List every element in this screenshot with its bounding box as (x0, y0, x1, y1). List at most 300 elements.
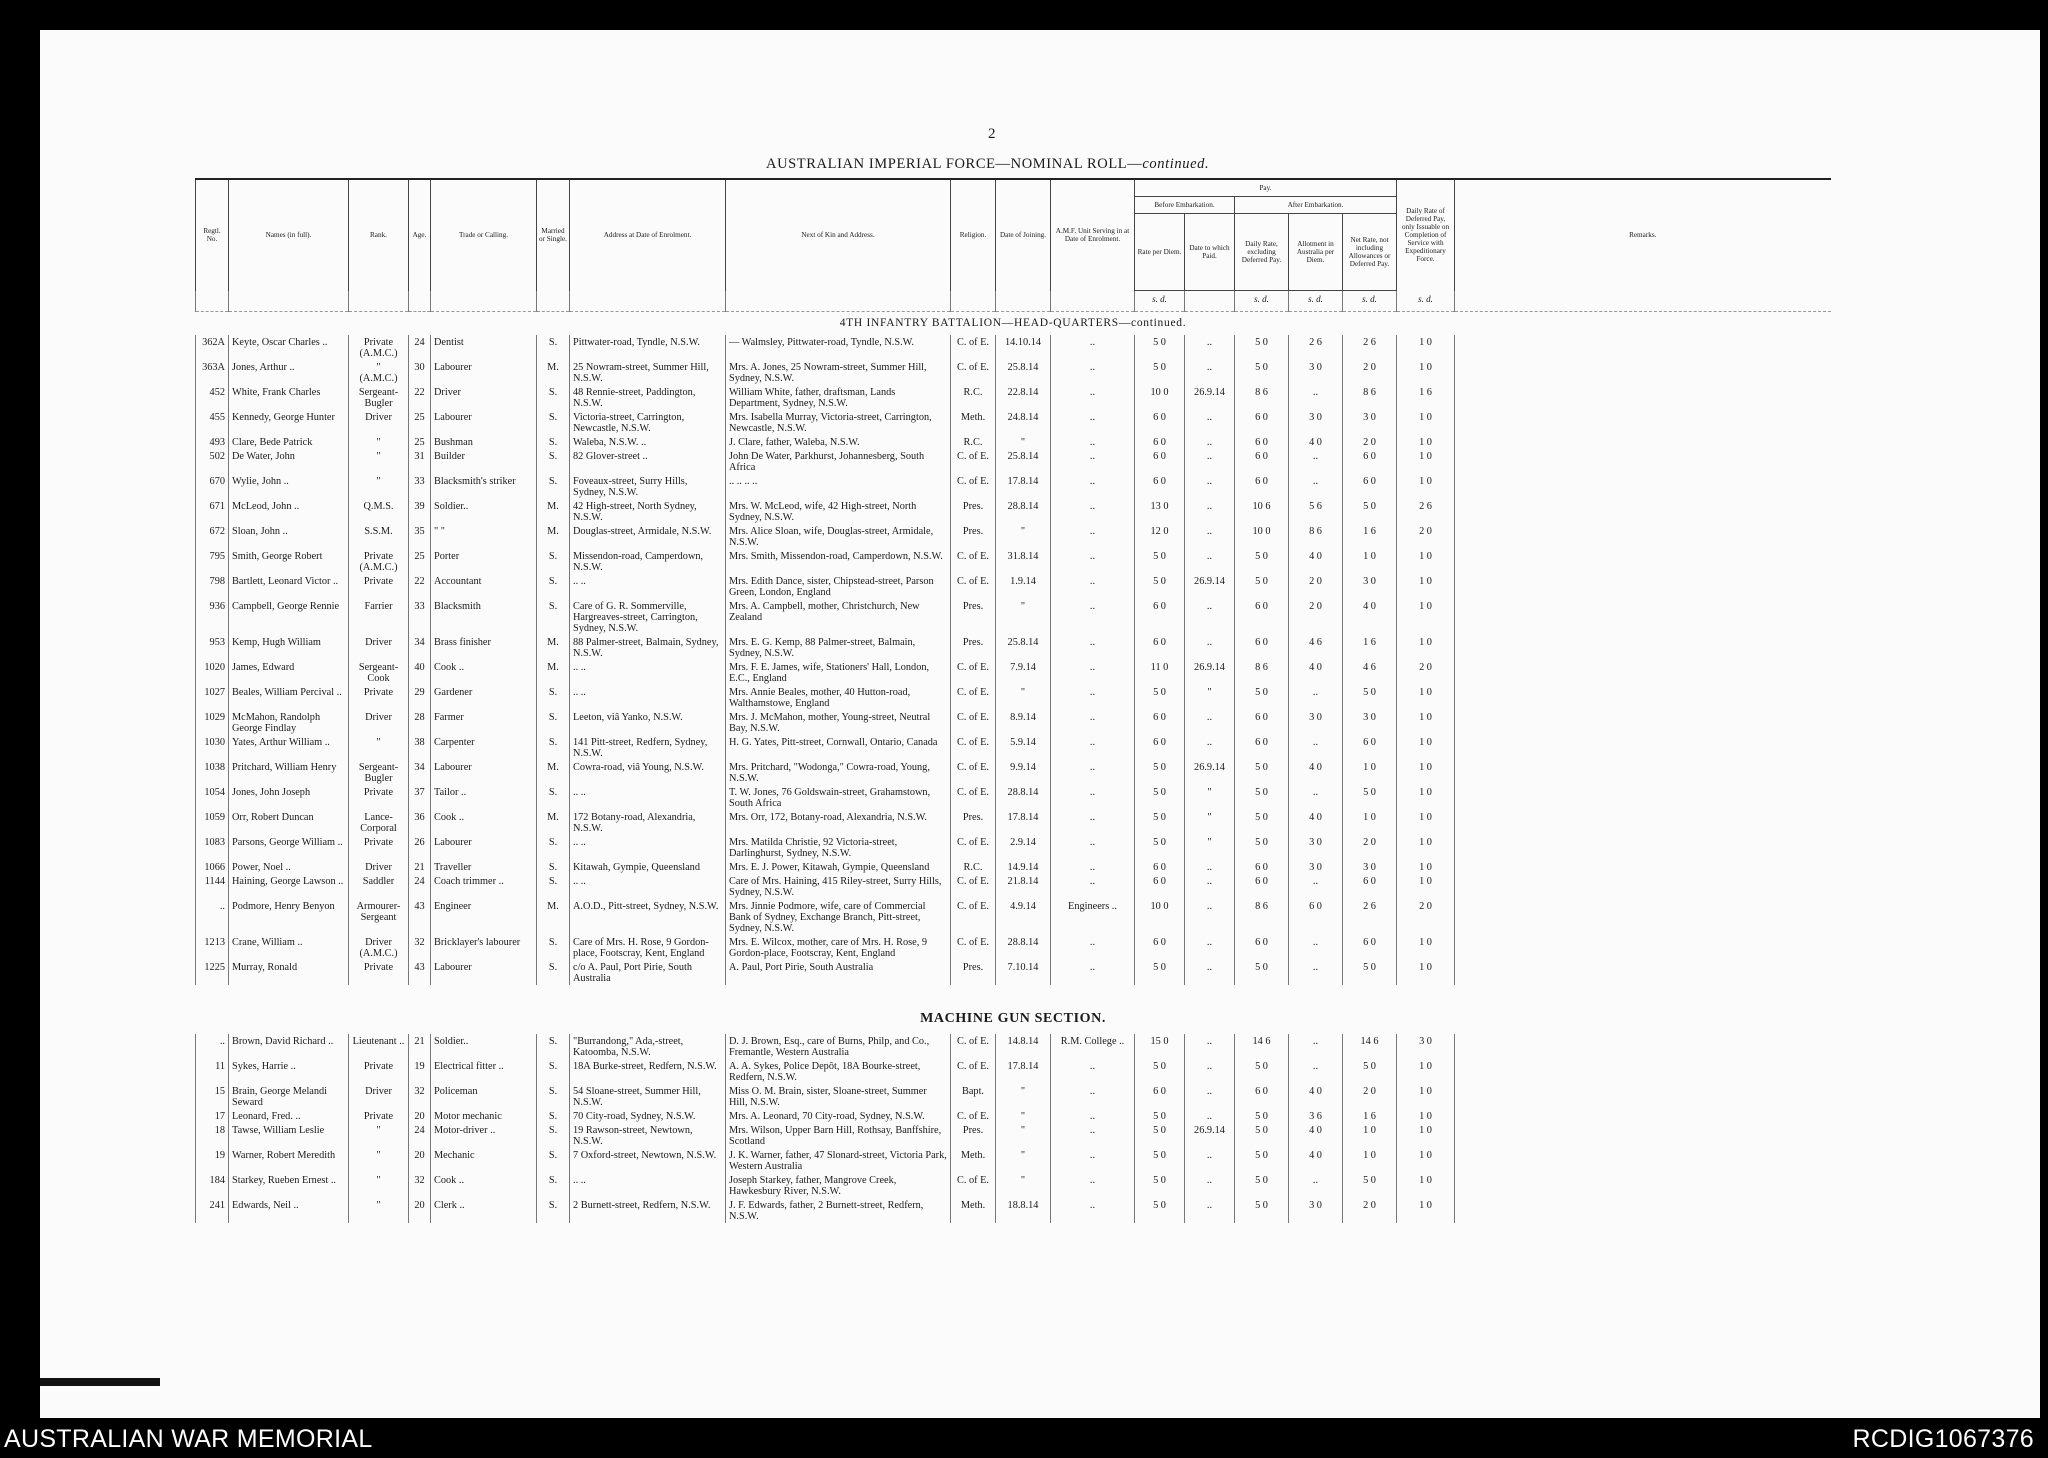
marital-status-cell: S. (537, 735, 570, 760)
regtl-no-cell: 1083 (196, 835, 229, 860)
deferred-pay-cell: 1 0 (1397, 599, 1455, 635)
marital-status-cell: S. (537, 574, 570, 599)
date-joining-cell: 7.9.14 (996, 660, 1051, 685)
allotment-cell: 3 0 (1289, 360, 1343, 385)
deferred-pay-cell: 1 0 (1397, 835, 1455, 860)
next-of-kin-cell: Mrs. F. E. James, wife, Stationers' Hall, London, E.C., England (726, 660, 951, 685)
religion-cell: C. of E. (951, 335, 996, 360)
amf-unit-cell: .. (1051, 474, 1135, 499)
daily-rate-cell: 10 0 (1235, 524, 1289, 549)
age-cell: 37 (409, 785, 431, 810)
net-rate-cell: 2 0 (1343, 835, 1397, 860)
address-cell: 2 Burnett-street, Redfern, N.S.W. (570, 1198, 726, 1223)
col-deferred: Daily Rate of Deferred Pay, only Issuable on Completion of Service with Expeditionary Force. (1397, 179, 1455, 291)
date-paid-cell: 26.9.14 (1185, 1123, 1235, 1148)
address-cell: Care of G. R. Sommerville, Hargreaves-street, Carrington, Sydney, N.S.W. (570, 599, 726, 635)
regtl-no-cell: 798 (196, 574, 229, 599)
deferred-pay-cell: 1 0 (1397, 735, 1455, 760)
table-row (196, 1034, 1831, 1059)
regtl-no-cell: .. (196, 1034, 229, 1059)
trade-cell: Accountant (431, 574, 537, 599)
date-paid-cell: 26.9.14 (1185, 760, 1235, 785)
age-cell: 26 (409, 835, 431, 860)
col-trade: Trade or Calling. (431, 179, 537, 291)
rate-per-diem-cell: 10 0 (1135, 899, 1185, 935)
amf-unit-cell: .. (1051, 760, 1135, 785)
table-body (196, 291, 1831, 1224)
address-cell: .. .. (570, 574, 726, 599)
allotment-cell: .. (1289, 785, 1343, 810)
age-cell: 24 (409, 1123, 431, 1148)
date-paid-cell: .. (1185, 635, 1235, 660)
remarks-cell (1455, 874, 1831, 899)
net-rate-cell: 8 6 (1343, 385, 1397, 410)
next-of-kin-cell: A. Paul, Port Pirie, South Australia (726, 960, 951, 985)
deferred-pay-cell: 2 0 (1397, 899, 1455, 935)
rate-per-diem-cell: 6 0 (1135, 599, 1185, 635)
age-cell: 20 (409, 1109, 431, 1123)
regtl-no-cell: 493 (196, 435, 229, 449)
religion-cell: Pres. (951, 1123, 996, 1148)
daily-rate-cell: 5 0 (1235, 1123, 1289, 1148)
next-of-kin-cell: Mrs. W. McLeod, wife, 42 High-street, North Sydney, N.S.W. (726, 499, 951, 524)
next-of-kin-cell: H. G. Yates, Pitt-street, Cornwall, Ontario, Canada (726, 735, 951, 760)
rate-per-diem-cell: 5 0 (1135, 685, 1185, 710)
daily-rate-cell: 5 0 (1235, 1198, 1289, 1223)
daily-rate-cell: 5 0 (1235, 685, 1289, 710)
amf-unit-cell: .. (1051, 499, 1135, 524)
amf-unit-cell: .. (1051, 335, 1135, 360)
marital-status-cell: M. (537, 660, 570, 685)
soldier-name-cell: Sykes, Harrie .. (229, 1059, 349, 1084)
religion-cell: C. of E. (951, 874, 996, 899)
table-row (196, 960, 1831, 985)
address-cell: .. .. (570, 1173, 726, 1198)
daily-rate-cell: 5 0 (1235, 810, 1289, 835)
amf-unit-cell: .. (1051, 435, 1135, 449)
soldier-name-cell: Starkey, Rueben Ernest .. (229, 1173, 349, 1198)
table-header (196, 179, 1831, 291)
soldier-name-cell: McMahon, Randolph George Findlay (229, 710, 349, 735)
allotment-cell: 3 0 (1289, 410, 1343, 435)
table-row (196, 935, 1831, 960)
trade-cell: Electrical fitter .. (431, 1059, 537, 1084)
rank-cell: " (349, 1148, 409, 1173)
religion-cell: C. of E. (951, 685, 996, 710)
trade-cell: Coach trimmer .. (431, 874, 537, 899)
daily-rate-cell: 6 0 (1235, 449, 1289, 474)
next-of-kin-cell: Miss O. M. Brain, sister, Sloane-street, Summer Hill, N.S.W. (726, 1084, 951, 1109)
table-row (196, 449, 1831, 474)
address-cell: 19 Rawson-street, Newtown, N.S.W. (570, 1123, 726, 1148)
date-paid-cell: 26.9.14 (1185, 385, 1235, 410)
remarks-cell (1455, 385, 1831, 410)
age-cell: 30 (409, 360, 431, 385)
trade-cell: Soldier.. (431, 1034, 537, 1059)
address-cell: .. .. (570, 660, 726, 685)
allotment-cell: .. (1289, 474, 1343, 499)
net-rate-cell: 5 0 (1343, 1173, 1397, 1198)
daily-rate-cell: 6 0 (1235, 860, 1289, 874)
age-cell: 21 (409, 860, 431, 874)
allotment-cell: .. (1289, 385, 1343, 410)
marital-status-cell: S. (537, 474, 570, 499)
religion-cell: Pres. (951, 524, 996, 549)
date-joining-cell: 14.8.14 (996, 1034, 1051, 1059)
soldier-name-cell: Brain, George Melandi Seward (229, 1084, 349, 1109)
remarks-cell (1455, 935, 1831, 960)
age-cell: 35 (409, 524, 431, 549)
regtl-no-cell: 1027 (196, 685, 229, 710)
rank-cell: Driver (349, 860, 409, 874)
units-row (196, 291, 1831, 312)
address-cell: A.O.D., Pitt-street, Sydney, N.S.W. (570, 899, 726, 935)
remarks-cell (1455, 1148, 1831, 1173)
date-paid-cell: .. (1185, 899, 1235, 935)
remarks-cell (1455, 335, 1831, 360)
rate-per-diem-cell: 6 0 (1135, 1084, 1185, 1109)
table-row (196, 1109, 1831, 1123)
soldier-name-cell: Smith, George Robert (229, 549, 349, 574)
rank-cell: " (349, 449, 409, 474)
daily-rate-cell: 5 0 (1235, 785, 1289, 810)
soldier-name-cell: Campbell, George Rennie (229, 599, 349, 635)
allotment-cell: 4 6 (1289, 635, 1343, 660)
trade-cell: Bushman (431, 435, 537, 449)
trade-cell: Engineer (431, 899, 537, 935)
address-cell: Douglas-street, Armidale, N.S.W. (570, 524, 726, 549)
deferred-pay-cell: 1 0 (1397, 1084, 1455, 1109)
trade-cell: Cook .. (431, 810, 537, 835)
daily-rate-cell: 5 0 (1235, 1059, 1289, 1084)
rank-cell: " (349, 474, 409, 499)
date-paid-cell: .. (1185, 549, 1235, 574)
allotment-cell: 3 6 (1289, 1109, 1343, 1123)
trade-cell: Cook .. (431, 1173, 537, 1198)
soldier-name-cell: Murray, Ronald (229, 960, 349, 985)
table-row (196, 735, 1831, 760)
deferred-pay-cell: 1 0 (1397, 860, 1455, 874)
date-joining-cell: " (996, 1084, 1051, 1109)
net-rate-cell: 1 0 (1343, 1123, 1397, 1148)
trade-cell: Motor mechanic (431, 1109, 537, 1123)
rate-per-diem-cell: 15 0 (1135, 1034, 1185, 1059)
rank-cell: Driver (A.M.C.) (349, 935, 409, 960)
section-heading-row (196, 985, 1831, 1034)
trade-cell: Blacksmith (431, 599, 537, 635)
soldier-name-cell: White, Frank Charles (229, 385, 349, 410)
edge-mark (40, 1378, 160, 1386)
address-cell: 7 Oxford-street, Newtown, N.S.W. (570, 1148, 726, 1173)
rank-cell: " (349, 1198, 409, 1223)
regtl-no-cell: 241 (196, 1198, 229, 1223)
allotment-cell: 4 0 (1289, 549, 1343, 574)
rank-cell: Private (349, 685, 409, 710)
rank-cell: Farrier (349, 599, 409, 635)
soldier-name-cell: Haining, George Lawson .. (229, 874, 349, 899)
regtl-no-cell: 1038 (196, 760, 229, 785)
address-cell: Leeton, viâ Yanko, N.S.W. (570, 710, 726, 735)
date-paid-cell: .. (1185, 1198, 1235, 1223)
rank-cell: Private (349, 1059, 409, 1084)
regtl-no-cell: 19 (196, 1148, 229, 1173)
marital-status-cell: M. (537, 810, 570, 835)
daily-rate-cell: 6 0 (1235, 710, 1289, 735)
next-of-kin-cell: Care of Mrs. Haining, 415 Riley-street, Surry Hills, Sydney, N.S.W. (726, 874, 951, 899)
next-of-kin-cell: Mrs. Edith Dance, sister, Chipstead-street, Parson Green, London, England (726, 574, 951, 599)
net-rate-cell: 6 0 (1343, 935, 1397, 960)
net-rate-cell: 3 0 (1343, 860, 1397, 874)
deferred-pay-cell: 1 0 (1397, 1173, 1455, 1198)
rate-per-diem-cell: 5 0 (1135, 1059, 1185, 1084)
trade-cell: Labourer (431, 835, 537, 860)
allotment-cell: 4 0 (1289, 1084, 1343, 1109)
regtl-no-cell: 1213 (196, 935, 229, 960)
allotment-cell: .. (1289, 1173, 1343, 1198)
regtl-no-cell: 184 (196, 1173, 229, 1198)
table-row (196, 335, 1831, 360)
trade-cell: Labourer (431, 960, 537, 985)
col-amf-unit: A.M.F. Unit Serving in at Date of Enrolment. (1051, 179, 1135, 291)
date-paid-cell: .. (1185, 410, 1235, 435)
date-joining-cell: 25.8.14 (996, 360, 1051, 385)
rank-cell: Q.M.S. (349, 499, 409, 524)
regtl-no-cell: 362A (196, 335, 229, 360)
date-joining-cell: 2.9.14 (996, 835, 1051, 860)
date-joining-cell: " (996, 1173, 1051, 1198)
next-of-kin-cell: Mrs. Matilda Christie, 92 Victoria-street, Darlinghurst, Sydney, N.S.W. (726, 835, 951, 860)
date-paid-cell: " (1185, 685, 1235, 710)
deferred-pay-cell: 1 0 (1397, 1148, 1455, 1173)
remarks-cell (1455, 435, 1831, 449)
deferred-pay-cell: 1 0 (1397, 710, 1455, 735)
deferred-pay-cell: 1 0 (1397, 360, 1455, 385)
rank-cell: Lance-Corporal (349, 810, 409, 835)
table-row (196, 760, 1831, 785)
address-cell: Care of Mrs. H. Rose, 9 Gordon-place, Footscray, Kent, England (570, 935, 726, 960)
soldier-name-cell: Wylie, John .. (229, 474, 349, 499)
age-cell: 31 (409, 449, 431, 474)
rate-per-diem-cell: 5 0 (1135, 335, 1185, 360)
net-rate-cell: 2 0 (1343, 1084, 1397, 1109)
address-cell: 42 High-street, North Sydney, N.S.W. (570, 499, 726, 524)
nominal-roll-table (195, 178, 1831, 1223)
date-joining-cell: 25.8.14 (996, 635, 1051, 660)
remarks-cell (1455, 735, 1831, 760)
rank-cell: " (A.M.C.) (349, 360, 409, 385)
remarks-cell (1455, 835, 1831, 860)
marital-status-cell: S. (537, 410, 570, 435)
deferred-pay-cell: 1 0 (1397, 760, 1455, 785)
marital-status-cell: S. (537, 1198, 570, 1223)
net-rate-cell: 2 0 (1343, 1198, 1397, 1223)
date-joining-cell: 28.8.14 (996, 935, 1051, 960)
date-joining-cell: 5.9.14 (996, 735, 1051, 760)
table-row (196, 385, 1831, 410)
table-row (196, 1198, 1831, 1223)
trade-cell: Tailor .. (431, 785, 537, 810)
address-cell: .. .. (570, 785, 726, 810)
amf-unit-cell: .. (1051, 1148, 1135, 1173)
next-of-kin-cell: J. K. Warner, father, 47 Slonard-street, Victoria Park, Western Australia (726, 1148, 951, 1173)
age-cell: 43 (409, 899, 431, 935)
remarks-cell (1455, 524, 1831, 549)
regtl-no-cell: 1059 (196, 810, 229, 835)
date-joining-cell: 14.9.14 (996, 860, 1051, 874)
next-of-kin-cell: Mrs. Orr, 172, Botany-road, Alexandria, N.S.W. (726, 810, 951, 835)
marital-status-cell: S. (537, 874, 570, 899)
soldier-name-cell: Beales, William Percival .. (229, 685, 349, 710)
deferred-pay-cell: 1 0 (1397, 335, 1455, 360)
religion-cell: C. of E. (951, 474, 996, 499)
amf-unit-cell: .. (1051, 860, 1135, 874)
deferred-pay-cell: 3 0 (1397, 1034, 1455, 1059)
net-rate-cell: 2 0 (1343, 435, 1397, 449)
table-row (196, 435, 1831, 449)
rank-cell: Private (A.M.C.) (349, 335, 409, 360)
amf-unit-cell: .. (1051, 810, 1135, 835)
religion-cell: Bapt. (951, 1084, 996, 1109)
daily-rate-cell: 5 0 (1235, 960, 1289, 985)
remarks-cell (1455, 499, 1831, 524)
rate-per-diem-cell: 5 0 (1135, 1123, 1185, 1148)
address-cell: Pittwater-road, Tyndle, N.S.W. (570, 335, 726, 360)
trade-cell: " " (431, 524, 537, 549)
religion-cell: C. of E. (951, 935, 996, 960)
net-rate-cell: 5 0 (1343, 1059, 1397, 1084)
table-row (196, 1173, 1831, 1198)
deferred-pay-cell: 1 0 (1397, 960, 1455, 985)
rank-cell: Sergeant-Bugler (349, 385, 409, 410)
rate-per-diem-cell: 10 0 (1135, 385, 1185, 410)
title-main: AUSTRALIAN IMPERIAL FORCE—NOMINAL ROLL— (766, 156, 1143, 172)
remarks-cell (1455, 810, 1831, 835)
col-name: Names (in full). (229, 179, 349, 291)
date-joining-cell: 25.8.14 (996, 449, 1051, 474)
religion-cell: C. of E. (951, 760, 996, 785)
age-cell: 21 (409, 1034, 431, 1059)
next-of-kin-cell: Mrs. Pritchard, "Wodonga," Cowra-road, Young, N.S.W. (726, 760, 951, 785)
rank-cell: Driver (349, 410, 409, 435)
allotment-cell: 4 0 (1289, 435, 1343, 449)
allotment-cell: 4 0 (1289, 1123, 1343, 1148)
date-paid-cell: .. (1185, 1109, 1235, 1123)
table-row (196, 635, 1831, 660)
date-joining-cell: 7.10.14 (996, 960, 1051, 985)
marital-status-cell: S. (537, 710, 570, 735)
amf-unit-cell: .. (1051, 785, 1135, 810)
soldier-name-cell: Brown, David Richard .. (229, 1034, 349, 1059)
rate-per-diem-cell: 5 0 (1135, 1198, 1185, 1223)
daily-rate-cell: 5 0 (1235, 1148, 1289, 1173)
remarks-cell (1455, 1173, 1831, 1198)
trade-cell: Mechanic (431, 1148, 537, 1173)
table-row (196, 360, 1831, 385)
trade-cell: Traveller (431, 860, 537, 874)
deferred-pay-cell: 1 0 (1397, 935, 1455, 960)
age-cell: 24 (409, 874, 431, 899)
allotment-cell: .. (1289, 685, 1343, 710)
soldier-name-cell: Sloan, John .. (229, 524, 349, 549)
regtl-no-cell: 15 (196, 1084, 229, 1109)
next-of-kin-cell: T. W. Jones, 76 Goldswain-street, Grahamstown, South Africa (726, 785, 951, 810)
amf-unit-cell: .. (1051, 1198, 1135, 1223)
daily-rate-cell: 5 0 (1235, 1109, 1289, 1123)
trade-cell: Dentist (431, 335, 537, 360)
next-of-kin-cell: Mrs. Smith, Missendon-road, Camperdown, N.S.W. (726, 549, 951, 574)
marital-status-cell: M. (537, 899, 570, 935)
marital-status-cell: S. (537, 935, 570, 960)
religion-cell: C. of E. (951, 835, 996, 860)
amf-unit-cell: .. (1051, 935, 1135, 960)
allotment-cell: 4 0 (1289, 660, 1343, 685)
daily-rate-cell: 6 0 (1235, 874, 1289, 899)
rank-cell: Driver (349, 710, 409, 735)
allotment-cell: 6 0 (1289, 899, 1343, 935)
net-rate-cell: 4 0 (1343, 599, 1397, 635)
col-allotment: Allotment in Australia per Diem. (1289, 214, 1343, 291)
rate-per-diem-cell: 5 0 (1135, 785, 1185, 810)
table-row (196, 549, 1831, 574)
religion-cell: R.C. (951, 435, 996, 449)
marital-status-cell: S. (537, 960, 570, 985)
marital-status-cell: M. (537, 360, 570, 385)
next-of-kin-cell: Mrs. Isabella Murray, Victoria-street, Carrington, Newcastle, N.S.W. (726, 410, 951, 435)
net-rate-cell: 2 6 (1343, 335, 1397, 360)
marital-status-cell: S. (537, 1148, 570, 1173)
remarks-cell (1455, 710, 1831, 735)
table-row (196, 874, 1831, 899)
col-age: Age. (409, 179, 431, 291)
soldier-name-cell: Kennedy, George Hunter (229, 410, 349, 435)
daily-rate-cell: 5 0 (1235, 835, 1289, 860)
religion-cell: Pres. (951, 499, 996, 524)
age-cell: 39 (409, 499, 431, 524)
next-of-kin-cell: D. J. Brown, Esq., care of Burns, Philp, and Co., Fremantle, Western Australia (726, 1034, 951, 1059)
age-cell: 32 (409, 1084, 431, 1109)
rate-per-diem-cell: 6 0 (1135, 635, 1185, 660)
date-joining-cell: 17.8.14 (996, 474, 1051, 499)
religion-cell: C. of E. (951, 574, 996, 599)
date-paid-cell: .. (1185, 524, 1235, 549)
regtl-no-cell: 1225 (196, 960, 229, 985)
regtl-no-cell: 1144 (196, 874, 229, 899)
regtl-no-cell: 502 (196, 449, 229, 474)
allotment-cell: .. (1289, 1034, 1343, 1059)
amf-unit-cell: Engineers .. (1051, 899, 1135, 935)
date-joining-cell: 17.8.14 (996, 1059, 1051, 1084)
net-rate-cell: 1 6 (1343, 635, 1397, 660)
daily-rate-cell: 5 0 (1235, 549, 1289, 574)
address-cell: c/o A. Paul, Port Pirie, South Australia (570, 960, 726, 985)
soldier-name-cell: Leonard, Fred. .. (229, 1109, 349, 1123)
regtl-no-cell: 936 (196, 599, 229, 635)
col-date-joining: Date of Joining. (996, 179, 1051, 291)
next-of-kin-cell: .. .. .. .. (726, 474, 951, 499)
trade-cell: Motor-driver .. (431, 1123, 537, 1148)
net-rate-cell: 5 0 (1343, 499, 1397, 524)
marital-status-cell: S. (537, 435, 570, 449)
table-row (196, 1148, 1831, 1173)
unit-label: s. d. (1343, 291, 1397, 312)
deferred-pay-cell: 2 0 (1397, 524, 1455, 549)
table-row (196, 474, 1831, 499)
daily-rate-cell: 5 0 (1235, 360, 1289, 385)
allotment-cell: 2 0 (1289, 574, 1343, 599)
allotment-cell: .. (1289, 935, 1343, 960)
marital-status-cell: S. (537, 1109, 570, 1123)
date-joining-cell: 17.8.14 (996, 810, 1051, 835)
